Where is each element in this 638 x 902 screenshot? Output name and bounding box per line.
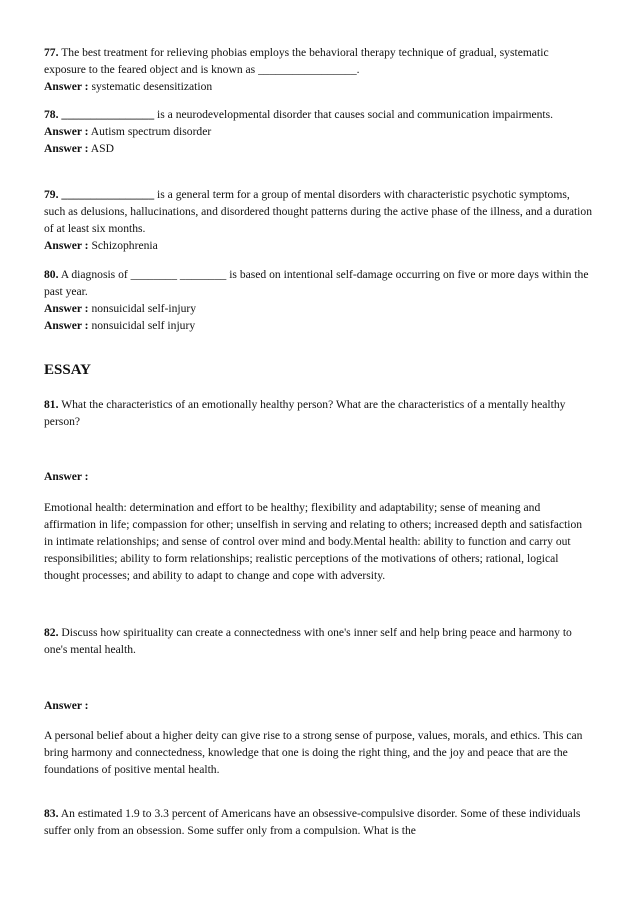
question-80 <box>44 266 592 334</box>
question-body: is a general term for a group of mental disorders with characteristic psychotic symptoms, such as delusions, hallucinations, and disordered thought patterns during the active phase of the illness, and a duration of at least six months. <box>44 188 592 235</box>
answer-text: Schizophrenia <box>88 239 158 252</box>
answer-text: systematic desensitization <box>88 80 213 93</box>
answer-line <box>44 78 592 95</box>
question-body: The best treatment for relieving phobias employs the behavioral therapy technique of gradual, systematic exposure to the feared object and is known as _________________. <box>44 46 549 76</box>
question-number: 78. ________________ <box>44 108 155 121</box>
question-text <box>44 186 592 237</box>
answer-label: Answer : <box>44 302 89 315</box>
answer-text: A personal belief about a higher deity can give rise to a strong sense of purpose, values, morals, and ethics. This can bring harmony and connectedness, knowledge that one is doing the right thing, and the joy and peace that are the foundations of positive mental health. <box>44 729 583 776</box>
answer-label: Answer : <box>44 125 89 138</box>
answer-label: Answer : <box>44 142 89 155</box>
question-body: Discuss how spirituality can create a connectedness with one's inner self and help bring peace and harmony to one's mental health. <box>44 626 572 656</box>
answer-line <box>44 140 592 157</box>
answer-label: Answer : <box>44 319 89 332</box>
question-78 <box>44 106 592 157</box>
answer-81 <box>44 468 592 485</box>
question-text <box>44 805 592 839</box>
question-77 <box>44 44 592 95</box>
question-text <box>44 266 592 300</box>
answer-label: Answer : <box>44 699 89 712</box>
question-text <box>44 106 592 123</box>
answer-82-body <box>44 727 592 778</box>
question-body: An estimated 1.9 to 3.3 percent of Americans have an obsessive-compulsive disorder. Some of these individuals suffer only from an obsession. Some suffer only from a compulsion. What is the <box>44 807 581 837</box>
question-text <box>44 396 592 430</box>
question-body: What the characteristics of an emotionally healthy person? What are the characteristics of a mentally healthy person? <box>44 398 566 428</box>
question-number: 79. ________________ <box>44 188 155 201</box>
question-number: 83. <box>44 807 59 820</box>
answer-line <box>44 300 592 317</box>
question-79 <box>44 186 592 254</box>
question-82 <box>44 624 592 658</box>
question-text <box>44 44 592 78</box>
answer-label: Answer : <box>44 470 89 483</box>
answer-line <box>44 123 592 140</box>
answer-text: ASD <box>88 142 114 155</box>
answer-82 <box>44 697 592 714</box>
answer-text: Autism spectrum disorder <box>88 125 212 138</box>
answer-text: nonsuicidal self injury <box>88 319 196 332</box>
question-number: 80. <box>44 268 59 281</box>
answer-text: nonsuicidal self-injury <box>88 302 197 315</box>
question-81 <box>44 396 592 430</box>
question-number: 81. <box>44 398 59 411</box>
question-body: A diagnosis of ________ ________ is based on intentional self-damage occurring on five or more days within the past year. <box>44 268 589 298</box>
question-text <box>44 624 592 658</box>
section-heading-essay: ESSAY <box>44 362 91 378</box>
answer-line <box>44 237 592 254</box>
answer-81-body <box>44 499 592 584</box>
question-83 <box>44 805 592 839</box>
answer-text: Emotional health: determination and effort to be healthy; flexibility and adaptability; sense of meaning and affirmation in life; compassion for other; unselfish in serving and relating to others; increased depth and satisfaction in intimate relationships; and sense of control over mind and body.Mental health: ability to function and carry out responsibilities; ability to form relationships; realistic perceptions of the motivations of others; rational, logical thought processes; and ability to adapt to change and cope with adversity. <box>44 501 583 582</box>
question-body: is a neurodevelopmental disorder that causes social and communication impairments. <box>154 108 554 121</box>
answer-label: Answer : <box>44 239 89 252</box>
answer-label: Answer : <box>44 80 89 93</box>
question-number: 77. <box>44 46 59 59</box>
question-number: 82. <box>44 626 59 639</box>
answer-line <box>44 317 592 334</box>
